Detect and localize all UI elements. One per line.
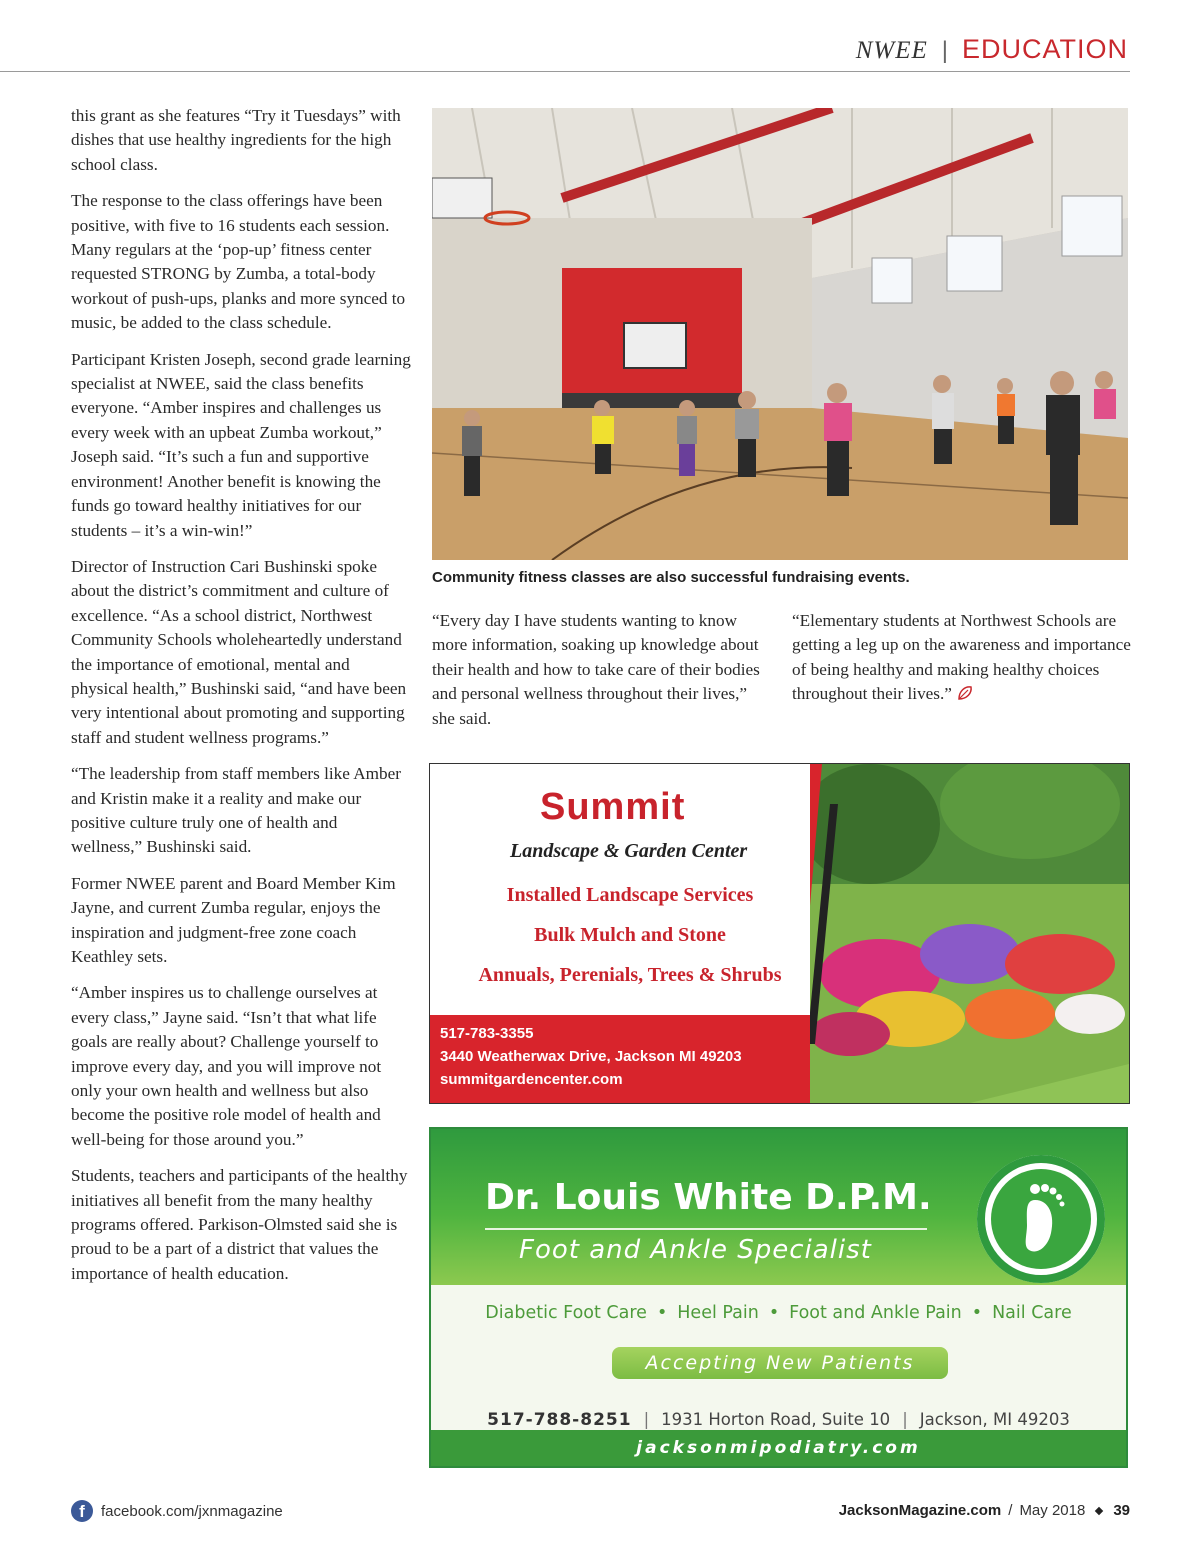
article-paragraph: Director of Instruction Cari Bushinski spoke about the district’s commitment and culture of excellence. “As a school district, Northwest Community Schools wholeheartedly understand the importance of emotional, mental and physical health,” Bushinski said, “and have been very intentional about promoting and supporting staff and student wellness programs.” [71, 556, 407, 747]
summit-service: Bulk Mulch and Stone [534, 924, 726, 946]
page-number: 39 [1113, 1502, 1130, 1519]
article-right-column [792, 609, 1132, 719]
garden-flowers-image [810, 764, 1129, 1103]
fitness-class-photo [432, 108, 1128, 560]
podiatry-phone: 517-788-8251 [487, 1410, 632, 1430]
service-item: Diabetic Foot Care [485, 1303, 647, 1323]
facebook-icon: f [71, 1500, 93, 1522]
article-left-column [71, 104, 411, 1298]
summit-address: 3440 Weatherwax Drive, Jackson MI 49203 [440, 1048, 742, 1065]
article-paragraph: “Amber inspires us to challenge ourselves at every class,” Jayne said. “Isn’t that what life goals are really about? Challenge yourself to improve every day, and you will improve not only your own health and wellness but also become the positive role model of health and well-being for those around you.” [71, 983, 382, 1149]
article-paragraph-text: “Elementary students at Northwest Schools are getting a leg up on the awareness and importance of being healthy and making healthy choices throughout their lives.” [792, 611, 1131, 704]
service-separator: • [656, 1303, 668, 1323]
summit-contact-band [430, 1015, 810, 1103]
issue-date: May 2018 [1019, 1502, 1086, 1519]
article-middle-column [432, 609, 762, 743]
gym-illustration [432, 108, 1128, 560]
service-separator: • [768, 1303, 780, 1323]
article-paragraph: this grant as she features “Try it Tuesdays” with dishes that use healthy ingredients for the high school class. [71, 106, 401, 174]
section-name: NWEE [855, 37, 928, 64]
summit-service: Annuals, Perenials, Trees & Shrubs [478, 964, 782, 986]
article-paragraph: The response to the class offerings have been positive, with five to 16 students each session. Many regulars at the ‘pop-up’ fitness center requested STRONG by Zumba, a total-body workout of push-ups, planks and more synced to music, be added to the class schedule. [71, 191, 406, 333]
doctor-name: Dr. Louis White D.P.M. [485, 1177, 932, 1218]
podiatry-city: Jackson, MI 49203 [919, 1410, 1070, 1429]
contact-separator: | [902, 1410, 908, 1429]
summit-phone: 517-783-3355 [440, 1025, 534, 1042]
footer-social[interactable] [71, 1500, 283, 1522]
leaf-end-icon [956, 684, 974, 702]
podiatry-address: 1931 Horton Road, Suite 10 [661, 1410, 891, 1429]
article-paragraph: Former NWEE parent and Board Member Kim Jayne, and current Zumba regular, enjoys the inspiration and judgment-free zone coach Keathley sets. [71, 873, 396, 966]
summit-service: Installed Landscape Services [506, 884, 754, 906]
podiatry-ad[interactable] [429, 1127, 1128, 1468]
article-paragraph: Students, teachers and participants of the healthy initiatives all benefit from the many healthy programs offered. Parkison-Olmsted said she is proud to be a part of a district that values the importance of health education. [71, 1166, 408, 1283]
service-item: Heel Pain [677, 1303, 759, 1323]
summit-name: Summit [540, 786, 686, 828]
magazine-site: JacksonMagazine.com [838, 1502, 1002, 1519]
podiatry-divider [485, 1228, 927, 1230]
article-paragraph: “Every day I have students wanting to know more information, soaking up knowledge about their health and how to take care of their bodies and personal wellness throughout their lives,” she said. [432, 611, 760, 728]
accepting-patients-badge: Accepting New Patients [612, 1347, 948, 1379]
podiatry-services [431, 1303, 1126, 1323]
footer-info [839, 1502, 1130, 1519]
diamond-icon [1095, 1506, 1103, 1514]
article-paragraph: “The leadership from staff members like Amber and Kristin make it a reality and make our positive culture truly one of health and wellness,” Bushinski said. [71, 764, 401, 857]
service-separator: • [971, 1303, 983, 1323]
summit-ad[interactable] [429, 763, 1130, 1104]
podiatry-website: jacksonmipodiatry.com [431, 1430, 1126, 1466]
article-paragraph: Participant Kristen Joseph, second grade learning specialist at NWEE, said the class benefits everyone. “Amber inspires and challenges us every week with an upbeat Zumba workout,” Joseph said. “It’s such a fun and supportive environment! Another benefit is knowing the funds go toward healthy initiatives for our students – it’s a win-win!” [71, 349, 411, 540]
service-item: Foot and Ankle Pain [789, 1303, 962, 1323]
summit-subtitle: Landscape & Garden Center [510, 840, 748, 862]
service-item: Nail Care [992, 1303, 1072, 1323]
summit-website: summitgardencenter.com [440, 1071, 623, 1088]
photo-caption: Community fitness classes are also successful fundraising events. [432, 569, 910, 586]
doctor-specialty: Foot and Ankle Specialist [519, 1235, 872, 1265]
header-rule [0, 71, 1130, 72]
section-category: EDUCATION [961, 34, 1128, 64]
header-divider: | [941, 37, 948, 64]
contact-separator: | [643, 1410, 650, 1429]
section-header [856, 34, 1128, 65]
facebook-link[interactable]: facebook.com/jxnmagazine [101, 1502, 283, 1520]
article-closing-paragraph [792, 609, 1132, 707]
footprint-logo-icon [977, 1155, 1105, 1283]
footer-slash: / [1008, 1502, 1013, 1519]
